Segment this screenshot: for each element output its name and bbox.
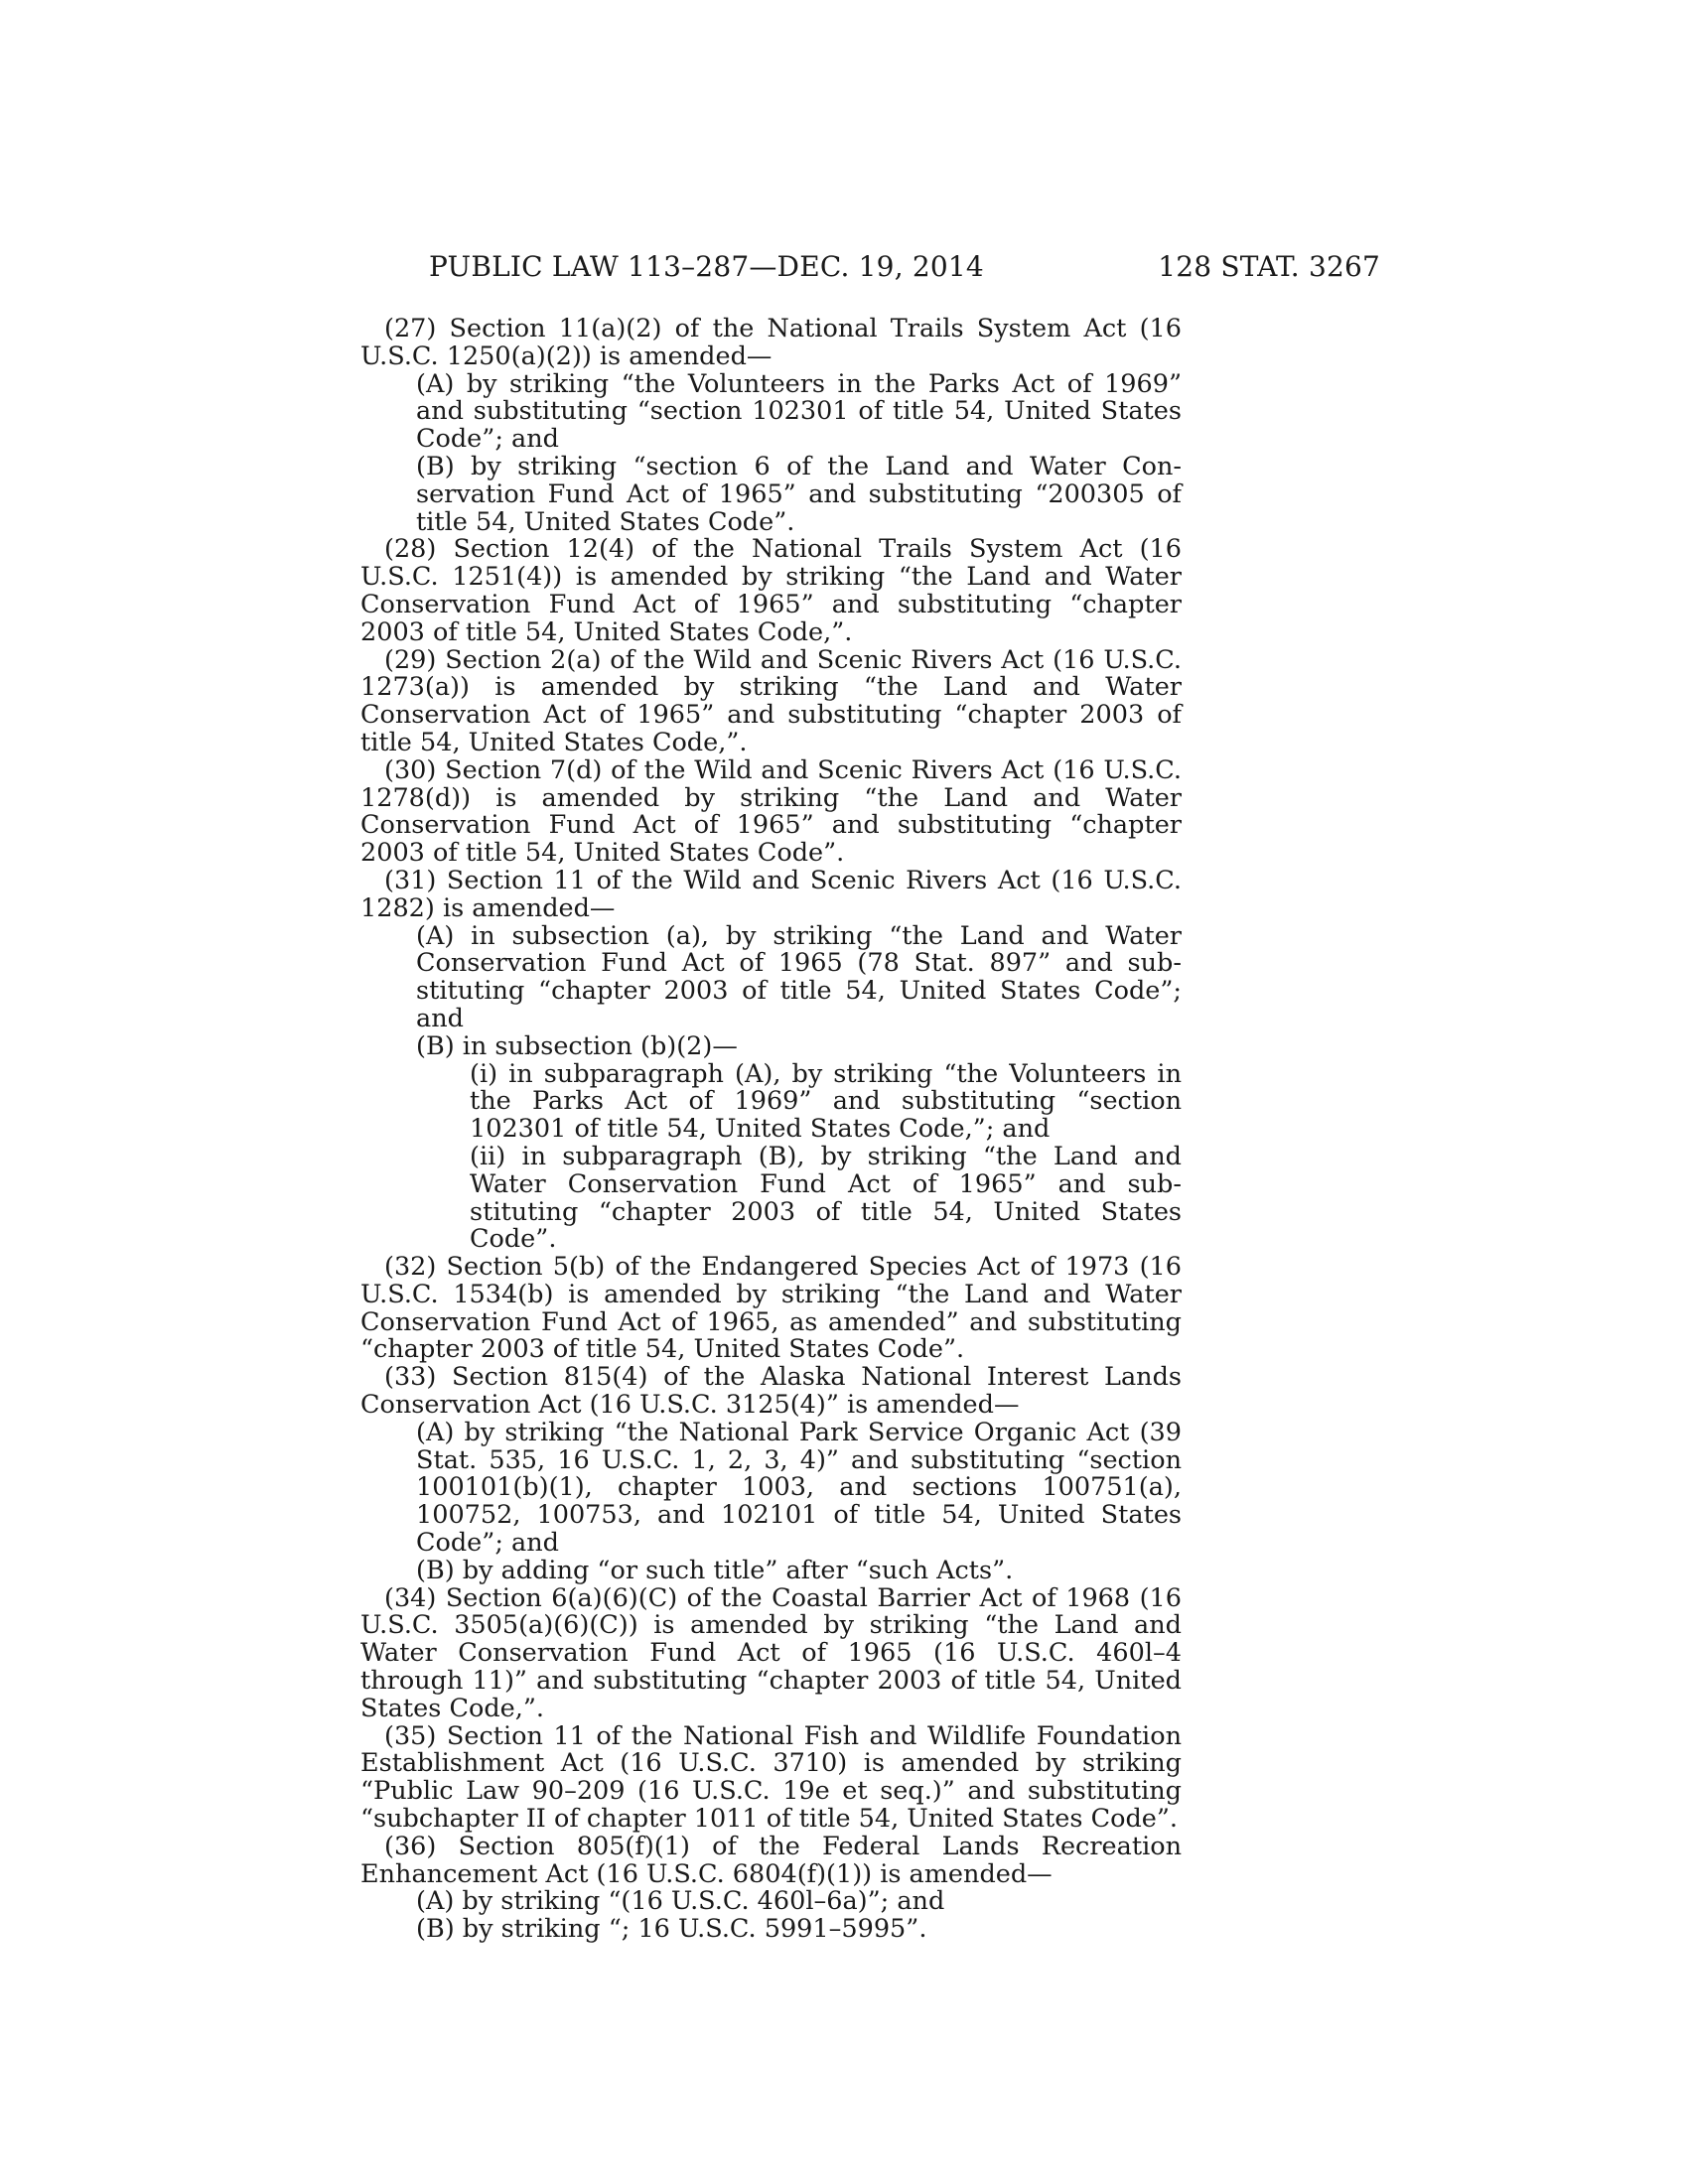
subparagraph: (B) in subsection (b)(2)— [416,1030,738,1061]
subparagraph: (B) by striking “section 6 of the Land and Water Conservation Fund Act of 1965” and substituting “200305 of title 54, United States Code”. [416,451,1182,537]
subparagraph: (A) in subsection (a), by striking “the Land and Water Conservation Fund Act of 1965 (78 Stat. 897” and substituting “chapter 2003 of title 54, United States Code”; and [416,920,1182,1033]
running-title: PUBLIC LAW 113–287—DEC. 19, 2014 [429,250,984,283]
section-paragraph: (28) Section 12(4) of the National Trails System Act (16 U.S.C. 1251(4)) is amended by striking “the Land and Water Conservation Fund Act of 1965” and substituting “chapter 2003 of title 54, United States Code,”. [360,534,1182,647]
page-header [429,250,1380,290]
section-paragraph: (36) Section 805(f)(1) of the Federal Lands Recreation Enhancement Act (16 U.S.C. 6804(f)(1)) is amended— [360,1831,1182,1889]
statute-page-citation: 128 STAT. 3267 [1158,250,1380,283]
subparagraph: (B) by striking “; 16 U.S.C. 5991–5995”. [416,1914,927,1945]
subparagraph: (A) by striking “(16 U.S.C. 460l–6a)”; and [416,1886,945,1917]
document-body [360,316,1182,1944]
section-paragraph: (27) Section 11(a)(2) of the National Trails System Act (16 U.S.C. 1250(a)(2)) is amended— [360,314,1182,371]
clause: (i) in subparagraph (A), by striking “the Volunteers in the Parks Act of 1969” and substituting “section 102301 of title 54, United States Code,”; and [470,1058,1182,1145]
section-paragraph: (34) Section 6(a)(6)(C) of the Coastal Barrier Act of 1968 (16 U.S.C. 3505(a)(6)(C)) is amended by striking “the Land and Water Conservation Fund Act of 1965 (16 U.S.C. 460l–4 through 11)” and substituting “chapter 2003 of title 54, United States Code,”. [360,1582,1182,1723]
subparagraph: (A) by striking “the National Park Service Organic Act (39 Stat. 535, 16 U.S.C. 1, 2, 3, 4)” and substituting “section 100101(b)(1), chapter 1003, and sections 100751(a), 100752, 100753, and 102101 of title 54, United States Code”; and [416,1417,1182,1559]
section-paragraph: (32) Section 5(b) of the Endangered Species Act of 1973 (16 U.S.C. 1534(b) is amended by striking “the Land and Water Conservation Fund Act of 1965, as amended” and substituting “chapter 2003 of title 54, United States Code”. [360,1252,1182,1365]
section-paragraph: (29) Section 2(a) of the Wild and Scenic Rivers Act (16 U.S.C. 1273(a)) is amended by striking “the Land and Water Conservation Act of 1965” and substituting “chapter 2003 of title 54, United States Code,”. [360,644,1182,757]
section-paragraph: (33) Section 815(4) of the Alaska National Interest Lands Conservation Act (16 U.S.C. 3125(4)” is amended— [360,1362,1182,1421]
section-paragraph: (31) Section 11 of the Wild and Scenic Rivers Act (16 U.S.C. 1282) is amended— [360,865,1182,923]
subparagraph: (A) by striking “the Volunteers in the Parks Act of 1969” and substituting “section 102301 of title 54, United States Code”; and [416,368,1182,455]
clause: (ii) in subparagraph (B), by striking “the Land and Water Conservation Fund Act of 1965” and substituting “chapter 2003 of title 54, United States Code”. [470,1141,1182,1255]
section-paragraph: (30) Section 7(d) of the Wild and Scenic Rivers Act (16 U.S.C. 1278(d)) is amended by striking “the Land and Water Conservation Fund Act of 1965” and substituting “chapter 2003 of title 54, United States Code”. [360,754,1182,869]
subparagraph: (B) by adding “or such title” after “such Acts”. [416,1555,1014,1585]
section-paragraph: (35) Section 11 of the National Fish and Wildlife Foundation Establishment Act (16 U.S.C. 3710) is amended by striking “Public Law 90–209 (16 U.S.C. 19e et seq.)” and substituting “subchapter II of chapter 1011 of title 54, United States Code”. [360,1720,1182,1835]
